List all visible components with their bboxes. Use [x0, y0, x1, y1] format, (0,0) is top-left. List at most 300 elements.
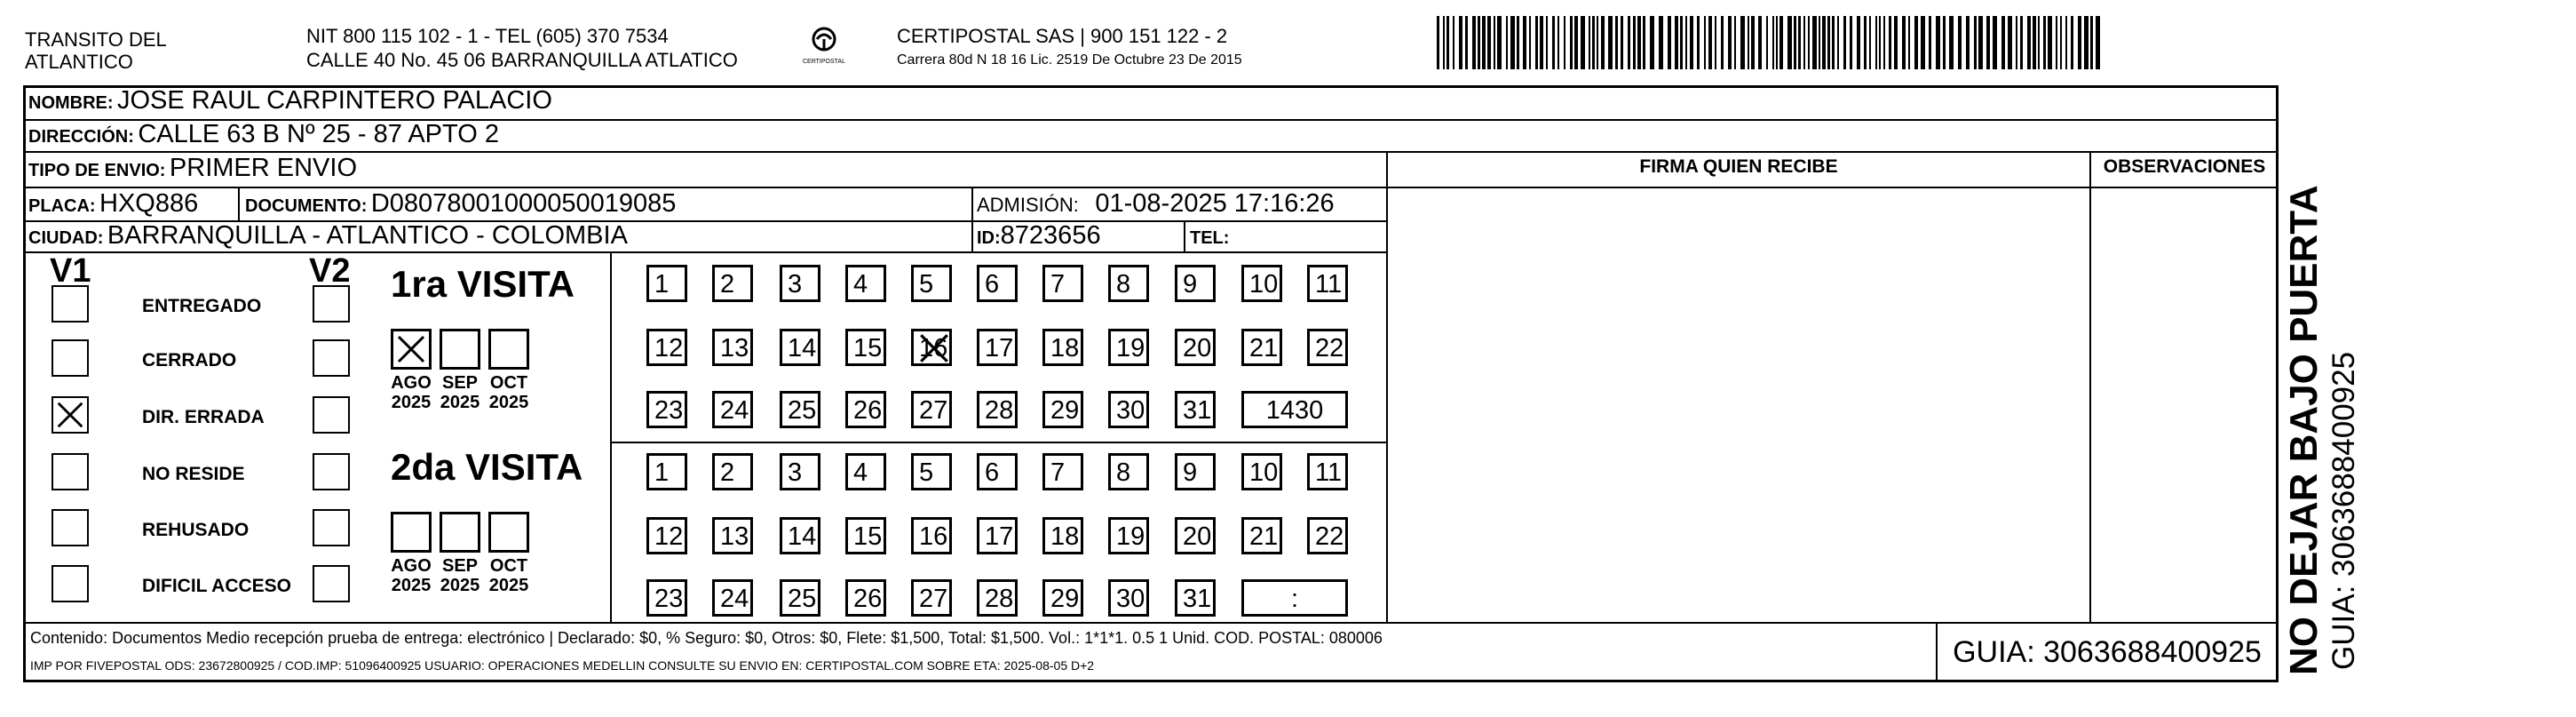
v1-checkbox-2[interactable]	[52, 339, 89, 377]
barcode-bar	[1798, 16, 1801, 69]
visit2-day-7[interactable]	[1042, 453, 1083, 490]
visit2-month-1	[384, 556, 438, 595]
admision-row	[977, 188, 1335, 223]
day-number: 6	[985, 270, 1000, 299]
barcode-bar	[1523, 16, 1526, 69]
barcode-bar	[1517, 16, 1519, 69]
day-number: 4	[853, 458, 868, 487]
visit2-day-29[interactable]	[1042, 579, 1083, 617]
day-number: 24	[720, 396, 749, 425]
status-label-6: DIFICIL ACCESO	[142, 576, 292, 596]
barcode-bar	[1748, 16, 1749, 69]
barcode-bar	[1668, 16, 1671, 69]
day-number: 24	[720, 585, 749, 613]
tipo-envio-value: PRIMER ENVIO	[169, 154, 358, 182]
month-label: SEP	[441, 556, 479, 576]
certipostal-logo	[797, 23, 851, 69]
visit1-day-24[interactable]	[712, 391, 753, 428]
barcode-bar	[1974, 16, 1977, 69]
day-number: 9	[1183, 458, 1198, 487]
barcode-bar	[1776, 16, 1778, 69]
visit1-month-checkbox-3[interactable]	[488, 329, 529, 370]
barcode-bar	[2033, 16, 2036, 69]
barcode-bar	[1704, 16, 1706, 69]
barcode-bar	[1929, 16, 1931, 69]
barcode-bar	[1889, 16, 1891, 69]
side-guia: GUIA: 3063688400925	[2326, 351, 2361, 670]
status-label-4: NO RESIDE	[142, 464, 245, 484]
barcode	[1437, 16, 2108, 69]
visit2-day-9[interactable]	[1175, 453, 1216, 490]
visit2-day-24[interactable]	[712, 579, 753, 617]
barcode-bar	[1650, 16, 1654, 69]
nombre-label: NOMBRE:	[28, 93, 114, 113]
day-number: 31	[1183, 585, 1212, 613]
visit2-month-checkbox-2[interactable]	[440, 512, 480, 553]
barcode-bar	[2071, 16, 2073, 69]
barcode-bar	[1581, 16, 1585, 69]
barcode-bar	[2048, 16, 2052, 69]
visit2-day-28[interactable]	[977, 579, 1018, 617]
visit2-day-12[interactable]	[646, 517, 687, 554]
barcode-bar	[1487, 16, 1491, 69]
barcode-bar	[1958, 16, 1962, 69]
visit1-month-2	[433, 373, 487, 412]
day-number: 2	[720, 270, 735, 299]
barcode-bar	[1914, 16, 1918, 69]
day-number: 1	[654, 270, 670, 299]
v1-checkbox-5[interactable]	[52, 509, 89, 546]
barcode-bar	[2090, 16, 2093, 69]
company-name-line1: TRANSITO DEL	[25, 28, 167, 51]
company-name-line2: ATLANTICO	[25, 51, 133, 73]
ciudad-row	[28, 220, 628, 255]
visit2-day-15[interactable]	[845, 517, 886, 554]
day-number: 18	[1050, 334, 1080, 362]
barcode-bar	[1879, 16, 1881, 69]
barcode-bar	[1608, 16, 1613, 69]
day-number: 3	[788, 458, 803, 487]
barcode-bar	[1921, 16, 1925, 69]
visit1-day-20[interactable]	[1175, 329, 1216, 366]
visit1-day-1[interactable]	[646, 265, 687, 302]
day-number: 17	[985, 522, 1014, 551]
barcode-bar	[1506, 16, 1508, 69]
barcode-bar	[1766, 16, 1768, 69]
month-label: AGO	[391, 556, 432, 576]
day-number: 16	[919, 522, 948, 551]
barcode-bar	[1540, 16, 1543, 69]
day-number: 14	[788, 334, 817, 362]
month-label: SEP	[441, 373, 479, 393]
day-number: 5	[919, 270, 934, 299]
barcode-bar	[1894, 16, 1898, 69]
barcode-bar	[1993, 16, 1997, 69]
visit2-day-20[interactable]	[1175, 517, 1216, 554]
barcode-bar	[1827, 16, 1830, 69]
barcode-bar	[1837, 16, 1839, 69]
visit1-day-26[interactable]	[845, 391, 886, 428]
visit2-day-18[interactable]	[1042, 517, 1083, 554]
barcode-bar	[1472, 16, 1476, 69]
barcode-bar	[1869, 16, 1871, 69]
day-number: 5	[919, 458, 934, 487]
barcode-bar	[2038, 16, 2040, 69]
ciudad-label: CIUDAD:	[28, 228, 104, 248]
day-number: 6	[985, 458, 1000, 487]
barcode-bar	[1552, 16, 1555, 69]
barcode-bar	[1779, 16, 1783, 69]
v2-checkbox-4[interactable]	[313, 453, 350, 490]
v1-checkbox-3[interactable]	[52, 396, 89, 434]
barcode-bar	[1546, 16, 1548, 69]
day-number: 9	[1183, 270, 1198, 299]
visit2-day-31[interactable]	[1175, 579, 1216, 617]
day-number: 11	[1315, 270, 1343, 299]
placa-label: PLACA:	[28, 196, 96, 216]
barcode-bar	[2084, 16, 2089, 69]
direccion-row	[28, 119, 499, 154]
barcode-bar	[1740, 16, 1745, 69]
barcode-bar	[1564, 16, 1565, 69]
day-number: 20	[1183, 522, 1212, 551]
month-year: 2025	[488, 393, 529, 412]
day-mark	[915, 330, 953, 376]
visit2-month-checkbox-3[interactable]	[488, 512, 529, 553]
day-number: 16	[919, 334, 948, 362]
visit1-month-checkbox-1[interactable]	[391, 329, 432, 370]
visit1-day-25[interactable]	[780, 391, 820, 428]
barcode-bar	[1535, 16, 1538, 69]
barcode-bar	[1822, 16, 1826, 69]
visit1-day-4[interactable]	[845, 265, 886, 302]
visit2-day-19[interactable]	[1108, 517, 1149, 554]
v2-checkbox-2[interactable]	[313, 339, 350, 377]
address-line: CALLE 40 No. 45 06 BARRANQUILLA ATLATICO	[306, 49, 738, 71]
day-number: 25	[788, 585, 817, 613]
visit2-day-25[interactable]	[780, 579, 820, 617]
barcode-bar	[2060, 16, 2062, 69]
barcode-bar	[1589, 16, 1590, 69]
status-label-3: DIR. ERRADA	[142, 407, 265, 427]
visit1-day-7[interactable]	[1042, 265, 1083, 302]
direccion-label: DIRECCIÓN:	[28, 127, 134, 147]
tel-row	[1190, 220, 1229, 255]
visit1-day-27[interactable]	[911, 391, 952, 428]
v2-checkbox-1[interactable]	[313, 285, 350, 323]
visit2-day-6[interactable]	[977, 453, 1018, 490]
visit2-day-2[interactable]	[712, 453, 753, 490]
observations-area[interactable]	[2091, 188, 2276, 620]
barcode-bar	[1685, 16, 1687, 69]
visit2-day-8[interactable]	[1108, 453, 1149, 490]
visit2-day-13[interactable]	[712, 517, 753, 554]
visit2-day-3[interactable]	[780, 453, 820, 490]
barcode-bar	[1850, 16, 1852, 69]
day-number: 29	[1050, 585, 1080, 613]
visit1-day-14[interactable]	[780, 329, 820, 366]
day-number: 25	[788, 396, 817, 425]
barcode-bar	[1557, 16, 1559, 69]
barcode-bar	[1843, 16, 1846, 69]
day-number: 1	[654, 458, 670, 487]
visit2-day-11[interactable]	[1307, 453, 1348, 490]
day-number: 13	[720, 522, 749, 551]
signature-area[interactable]	[1388, 188, 2088, 620]
barcode-bar	[2096, 16, 2100, 69]
day-number: 31	[1183, 396, 1212, 425]
visit2-day-10[interactable]	[1241, 453, 1282, 490]
day-number: 12	[654, 334, 684, 362]
barcode-bar	[1615, 16, 1618, 69]
month-year: 2025	[488, 576, 529, 595]
barcode-bar	[1659, 16, 1663, 69]
visit1-time-box[interactable]: 1430	[1241, 391, 1348, 428]
barcode-bar	[1902, 16, 1906, 69]
day-number: 7	[1050, 270, 1066, 299]
barcode-bar	[2056, 16, 2057, 69]
barcode-bar	[2001, 16, 2005, 69]
barcode-bar	[1690, 16, 1693, 69]
day-number: 11	[1315, 458, 1343, 487]
barcode-bar	[1637, 16, 1641, 69]
tipo-envio-row	[28, 153, 357, 187]
visit1-day-13[interactable]	[712, 329, 753, 366]
ciudad-value: BARRANQUILLA - ATLANTICO - COLOMBIA	[107, 221, 628, 250]
barcode-bar	[1832, 16, 1835, 69]
barcode-bar	[1857, 16, 1860, 69]
day-number: 21	[1249, 334, 1279, 362]
day-number: 10	[1249, 270, 1279, 299]
visit2-month-3	[482, 556, 535, 595]
visit1-day-17[interactable]	[977, 329, 1018, 366]
barcode-bar	[1943, 16, 1946, 69]
barcode-bar	[1680, 16, 1683, 69]
visit1-day-5[interactable]	[911, 265, 952, 302]
day-number: 12	[654, 522, 684, 551]
admision-value: 01-08-2025 17:16:26	[1095, 189, 1335, 218]
day-number: 23	[654, 585, 684, 613]
barcode-bar	[1478, 16, 1480, 69]
barcode-bar	[1883, 16, 1885, 69]
barcode-bar	[1819, 16, 1820, 69]
day-number: 26	[853, 396, 883, 425]
barcode-bar	[1949, 16, 1954, 69]
visit1-day-12[interactable]	[646, 329, 687, 366]
month-label: AGO	[391, 373, 432, 393]
visit2-month-checkbox-1[interactable]	[391, 512, 432, 553]
day-number: 15	[853, 334, 883, 362]
visit2-day-27[interactable]	[911, 579, 952, 617]
barcode-bar	[1751, 16, 1755, 69]
nit-line: NIT 800 115 102 - 1 - TEL (605) 370 7534	[306, 25, 669, 47]
visit1-day-21[interactable]	[1241, 329, 1282, 366]
visit2-title: 2da VISITA	[391, 446, 583, 488]
visit1-day-30[interactable]	[1108, 391, 1149, 428]
barcode-bar	[1570, 16, 1573, 69]
barcode-bar	[2027, 16, 2031, 69]
visit1-day-22[interactable]	[1307, 329, 1348, 366]
day-number: 13	[720, 334, 749, 362]
firma-header: FIRMA QUIEN RECIBE	[1639, 156, 1838, 177]
barcode-bar	[2043, 16, 2046, 69]
barcode-bar	[1628, 16, 1630, 69]
status-label-2: CERRADO	[142, 350, 237, 370]
visit1-day-10[interactable]	[1241, 265, 1282, 302]
documento-row	[245, 188, 676, 223]
visit1-day-16[interactable]	[911, 329, 952, 366]
day-number: 14	[788, 522, 817, 551]
v2-checkbox-3[interactable]	[313, 396, 350, 434]
day-number: 7	[1050, 458, 1066, 487]
observaciones-header: OBSERVACIONES	[2103, 156, 2266, 177]
barcode-bar	[1772, 16, 1774, 69]
visit1-day-18[interactable]	[1042, 329, 1083, 366]
visit1-day-23[interactable]	[646, 391, 687, 428]
barcode-bar	[1794, 16, 1796, 69]
v2-label: V2	[309, 252, 351, 290]
visit2-day-1[interactable]	[646, 453, 687, 490]
visit2-day-5[interactable]	[911, 453, 952, 490]
visit2-day-26[interactable]	[845, 579, 886, 617]
v1-checkbox-4[interactable]	[52, 453, 89, 490]
visit1-title: 1ra VISITA	[391, 263, 575, 305]
visit1-day-19[interactable]	[1108, 329, 1149, 366]
logo-text: CERTIPOSTAL	[803, 59, 845, 65]
visit2-day-16[interactable]	[911, 517, 952, 554]
visit2-day-21[interactable]	[1241, 517, 1282, 554]
day-number: 10	[1249, 458, 1279, 487]
v1-checkbox-1[interactable]	[52, 285, 89, 323]
id-row	[977, 220, 1101, 255]
month-year: 2025	[440, 393, 480, 412]
visit1-day-8[interactable]	[1108, 265, 1149, 302]
visit1-month-checkbox-2[interactable]	[440, 329, 480, 370]
barcode-bar	[2008, 16, 2012, 69]
v2-checkbox-5[interactable]	[313, 509, 350, 546]
day-number: 27	[919, 585, 948, 613]
day-number: 27	[919, 396, 948, 425]
tel-label: TEL:	[1190, 228, 1230, 248]
status-label-1: ENTREGADO	[142, 296, 262, 316]
id-label: ID:	[977, 228, 1001, 248]
visit1-day-29[interactable]	[1042, 391, 1083, 428]
barcode-bar	[1875, 16, 1877, 69]
barcode-bar	[2016, 16, 2017, 69]
visit2-day-22[interactable]	[1307, 517, 1348, 554]
barcode-bar	[1715, 16, 1716, 69]
day-number: 21	[1249, 522, 1279, 551]
month-label: OCT	[489, 556, 528, 576]
barcode-bar	[1447, 16, 1449, 69]
placa-value: HXQ886	[99, 189, 199, 218]
day-number: 30	[1116, 396, 1145, 425]
barcode-bar	[1908, 16, 1910, 69]
barcode-bar	[1758, 16, 1762, 69]
visit2-day-17[interactable]	[977, 517, 1018, 554]
day-number: 3	[788, 270, 803, 299]
visit2-day-23[interactable]	[646, 579, 687, 617]
barcode-bar	[1437, 16, 1439, 69]
no-dejar-bajo-puerta: NO DEJAR BAJO PUERTA	[2282, 185, 2326, 675]
day-number: 22	[1315, 522, 1344, 551]
admision-label: ADMISIÓN:	[977, 194, 1079, 216]
placa-row	[28, 188, 198, 223]
visit1-day-3[interactable]	[780, 265, 820, 302]
barcode-bar	[1459, 16, 1462, 69]
day-number: 28	[985, 396, 1014, 425]
id-value: 8723656	[1000, 221, 1101, 250]
visit1-day-2[interactable]	[712, 265, 753, 302]
barcode-bar	[1497, 16, 1502, 69]
day-number: 22	[1315, 334, 1344, 362]
barcode-bar	[2078, 16, 2081, 69]
carrier-line: CERTIPOSTAL SAS | 900 151 122 - 2	[897, 25, 1228, 47]
barcode-bar	[1510, 16, 1515, 69]
visit1-day-15[interactable]	[845, 329, 886, 366]
month-year: 2025	[391, 576, 432, 595]
day-number: 23	[654, 396, 684, 425]
month-year: 2025	[440, 576, 480, 595]
guia-number: GUIA: 3063688400925	[1953, 635, 2262, 669]
visit1-day-11[interactable]	[1307, 265, 1348, 302]
visit1-day-28[interactable]	[977, 391, 1018, 428]
carrier-license: Carrera 80d N 18 16 Lic. 2519 De Octubre 23 De 2015	[897, 52, 1242, 68]
day-number: 30	[1116, 585, 1145, 613]
visit2-month-2	[433, 556, 487, 595]
month-label: OCT	[489, 373, 528, 393]
day-number: 2	[720, 458, 735, 487]
barcode-bar	[1721, 16, 1724, 69]
day-number: 15	[853, 522, 883, 551]
barcode-bar	[1708, 16, 1712, 69]
visit1-day-31[interactable]	[1175, 391, 1216, 428]
barcode-bar	[1601, 16, 1605, 69]
barcode-bar	[1494, 16, 1495, 69]
documento-value: D08078001000050019085	[370, 189, 677, 218]
barcode-bar	[1803, 16, 1805, 69]
barcode-bar	[1986, 16, 1990, 69]
day-number: 26	[853, 585, 883, 613]
day-number: 20	[1183, 334, 1212, 362]
day-number: 19	[1116, 522, 1145, 551]
visit1-day-9[interactable]	[1175, 265, 1216, 302]
day-number: 28	[985, 585, 1014, 613]
barcode-bar	[1697, 16, 1700, 69]
visit2-day-4[interactable]	[845, 453, 886, 490]
status-label-5: REHUSADO	[142, 520, 250, 540]
documento-label: DOCUMENTO:	[245, 196, 368, 216]
v1-checkbox-6[interactable]	[52, 565, 89, 602]
barcode-bar	[1465, 16, 1468, 69]
day-number: 17	[985, 334, 1014, 362]
v2-checkbox-6[interactable]	[313, 565, 350, 602]
visit1-day-6[interactable]	[977, 265, 1018, 302]
footer-print-info: IMP POR FIVEPOSTAL ODS: 23672800925 / COD.IMP: 51096400925 USUARIO: OPERACIONES MEDELLIN CONSULTE SU ENVIO EN: CERTIPOSTAL.COM SOBRE ETA: 2025-08-05 D+2	[30, 658, 1095, 673]
visit2-day-30[interactable]	[1108, 579, 1149, 617]
barcode-bar	[1966, 16, 1970, 69]
month-year: 2025	[391, 393, 432, 412]
visit2-time-box[interactable]: :	[1241, 579, 1348, 617]
barcode-bar	[1808, 16, 1810, 69]
tipo-envio-label: TIPO DE ENVIO:	[28, 161, 166, 180]
barcode-bar	[1529, 16, 1531, 69]
day-number: 19	[1116, 334, 1145, 362]
barcode-bar	[1936, 16, 1940, 69]
barcode-bar	[2065, 16, 2067, 69]
visit2-day-14[interactable]	[780, 517, 820, 554]
barcode-bar	[1621, 16, 1623, 69]
